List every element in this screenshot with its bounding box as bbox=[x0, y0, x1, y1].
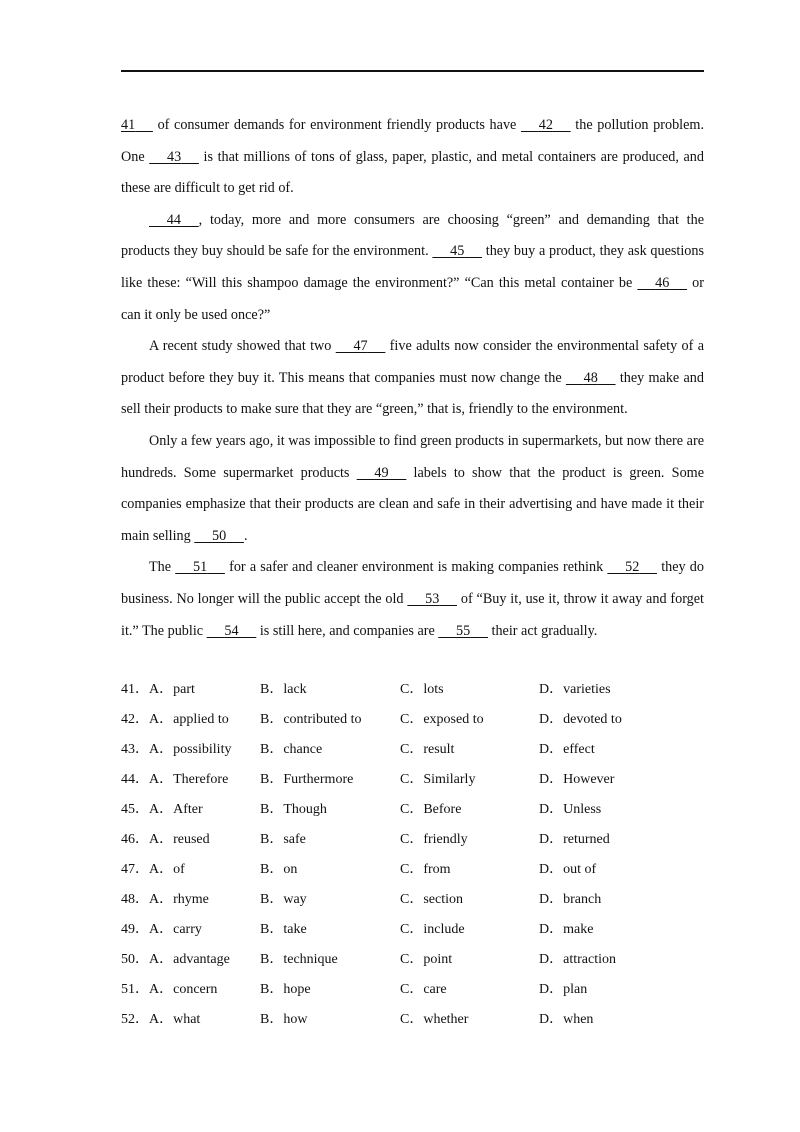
option-c: C．result bbox=[400, 742, 455, 757]
option-d: D．Unless bbox=[539, 802, 602, 817]
paragraph-text: A recent study showed that two bbox=[149, 338, 336, 355]
answer-options bbox=[121, 675, 704, 1035]
paragraph-text: their act gradually. bbox=[487, 622, 598, 639]
option-c: C．exposed to bbox=[400, 712, 484, 727]
option-row bbox=[121, 975, 704, 1005]
cloze-passage bbox=[121, 110, 704, 647]
option-a: 41．A．part bbox=[121, 682, 195, 697]
blank-48: 48 bbox=[583, 369, 598, 386]
option-b: B．chance bbox=[260, 742, 323, 757]
paragraph-text: the pollution problem. One bbox=[121, 117, 705, 165]
option-b: B．take bbox=[260, 922, 307, 937]
option-c: C．care bbox=[400, 982, 447, 997]
blank-51: 51 bbox=[192, 559, 208, 576]
option-a: 45．A．After bbox=[121, 802, 203, 817]
option-d: D．branch bbox=[539, 892, 602, 907]
option-c: C．Before bbox=[400, 802, 462, 817]
blank-50: 50 bbox=[212, 527, 227, 544]
blank-52: 52 bbox=[625, 559, 640, 576]
paragraph-text: labels to show that the product is green. Some companies emphasize that their products are clean and safe in their advertising and have made it their main selling bbox=[121, 464, 704, 544]
option-b: B．contributed to bbox=[260, 712, 362, 727]
paragraph-1 bbox=[121, 110, 704, 205]
blank-49: 49 bbox=[374, 464, 389, 481]
option-a: 50．A．advantage bbox=[121, 952, 230, 967]
option-a: 47．A．of bbox=[121, 862, 185, 877]
option-d: D．out of bbox=[539, 862, 597, 877]
option-d: D．when bbox=[539, 1012, 594, 1027]
option-row bbox=[121, 795, 704, 825]
option-c: C．friendly bbox=[400, 832, 468, 847]
paragraph-text: they make and sell their products to make sure that they are “green,” that is, friendly to the environment. bbox=[121, 369, 704, 418]
option-row bbox=[121, 765, 704, 795]
paragraph-text: , today, more and more consumers are choosing “green” and demanding that the products they buy should be safe for the environment. bbox=[121, 211, 704, 260]
option-b: B．way bbox=[260, 892, 307, 907]
blank-47: 47 bbox=[353, 338, 368, 355]
option-d: D．make bbox=[539, 922, 594, 937]
option-c: C．include bbox=[400, 922, 465, 937]
paragraph-text: Only a few years ago, it was impossible to find green products in supermarkets, but now there are hundreds. Some supermarket products bbox=[121, 432, 704, 481]
blank-44: 44 bbox=[166, 211, 181, 228]
paragraph-3 bbox=[121, 331, 704, 426]
option-a: 46．A．reused bbox=[121, 832, 210, 847]
option-b: B．safe bbox=[260, 832, 306, 847]
header-rule bbox=[121, 70, 704, 72]
paragraph-text: they buy a product, they ask questions like these: “Will this shampoo damage the environment?” “Can this metal container be bbox=[121, 243, 704, 291]
option-a: 52．A．what bbox=[121, 1012, 201, 1027]
option-row bbox=[121, 735, 704, 765]
blank-45: 45 bbox=[450, 243, 465, 260]
paragraph-text: of “Buy it, use it, throw it away and forget it.” The public bbox=[121, 590, 704, 639]
paragraph-text: five adults now consider the environmental safety of a product before they buy it. This means that companies must now change the bbox=[121, 338, 704, 386]
paragraph-5 bbox=[121, 552, 704, 647]
paragraph-text: for a safer and cleaner environment is making companies rethink bbox=[224, 559, 608, 576]
blank-42: 42 bbox=[538, 117, 553, 133]
option-row bbox=[121, 705, 704, 735]
option-a: 48．A．rhyme bbox=[121, 892, 209, 907]
paragraph-2 bbox=[121, 205, 704, 331]
paragraph-text: The bbox=[149, 559, 176, 576]
option-a: 49．A．carry bbox=[121, 922, 202, 937]
blank-41: 41 bbox=[121, 117, 136, 133]
option-row bbox=[121, 885, 704, 915]
paragraph-text: they do business. No longer will the public accept the old bbox=[121, 559, 704, 607]
option-a: 42．A．applied to bbox=[121, 712, 229, 727]
option-d: D．attraction bbox=[539, 952, 616, 967]
blank-46: 46 bbox=[655, 274, 670, 291]
option-d: D．effect bbox=[539, 742, 595, 757]
option-d: D．However bbox=[539, 772, 615, 787]
option-d: D．returned bbox=[539, 832, 610, 847]
option-d: D．plan bbox=[539, 982, 588, 997]
paragraph-4 bbox=[121, 426, 704, 552]
option-c: C．lots bbox=[400, 682, 444, 697]
option-b: B．Furthermore bbox=[260, 772, 354, 787]
paragraph-text: . bbox=[243, 527, 248, 544]
option-d: D．devoted to bbox=[539, 712, 622, 727]
option-c: C．whether bbox=[400, 1012, 469, 1027]
option-b: B．technique bbox=[260, 952, 338, 967]
option-a: 43．A．possibility bbox=[121, 742, 232, 757]
option-c: C．section bbox=[400, 892, 463, 907]
paragraph-text: is still here, and companies are bbox=[256, 622, 439, 639]
option-a: 44．A．Therefore bbox=[121, 772, 229, 787]
option-b: B．Though bbox=[260, 802, 327, 817]
option-b: B．how bbox=[260, 1012, 308, 1027]
option-row bbox=[121, 915, 704, 945]
blank-53: 53 bbox=[425, 590, 440, 607]
option-c: C．Similarly bbox=[400, 772, 476, 787]
paragraph-text: of consumer demands for environment friendly products have bbox=[157, 117, 521, 133]
blank-43: 43 bbox=[166, 148, 182, 165]
option-a: 51．A．concern bbox=[121, 982, 218, 997]
paragraph-text: is that millions of tons of glass, paper, plastic, and metal containers are produced, and these are difficult to get rid of. bbox=[121, 148, 704, 197]
paragraph-text: or can it only be used once?” bbox=[121, 274, 704, 323]
option-row bbox=[121, 945, 704, 975]
option-row bbox=[121, 855, 704, 885]
option-c: C．from bbox=[400, 862, 451, 877]
option-row bbox=[121, 675, 704, 705]
blank-54: 54 bbox=[224, 622, 239, 639]
option-c: C．point bbox=[400, 952, 453, 967]
option-b: B．on bbox=[260, 862, 298, 877]
option-d: D．varieties bbox=[539, 682, 611, 697]
blank-55: 55 bbox=[456, 622, 471, 639]
option-row bbox=[121, 825, 704, 855]
option-b: B．hope bbox=[260, 982, 311, 997]
option-row bbox=[121, 1005, 704, 1035]
option-b: B．lack bbox=[260, 682, 307, 697]
